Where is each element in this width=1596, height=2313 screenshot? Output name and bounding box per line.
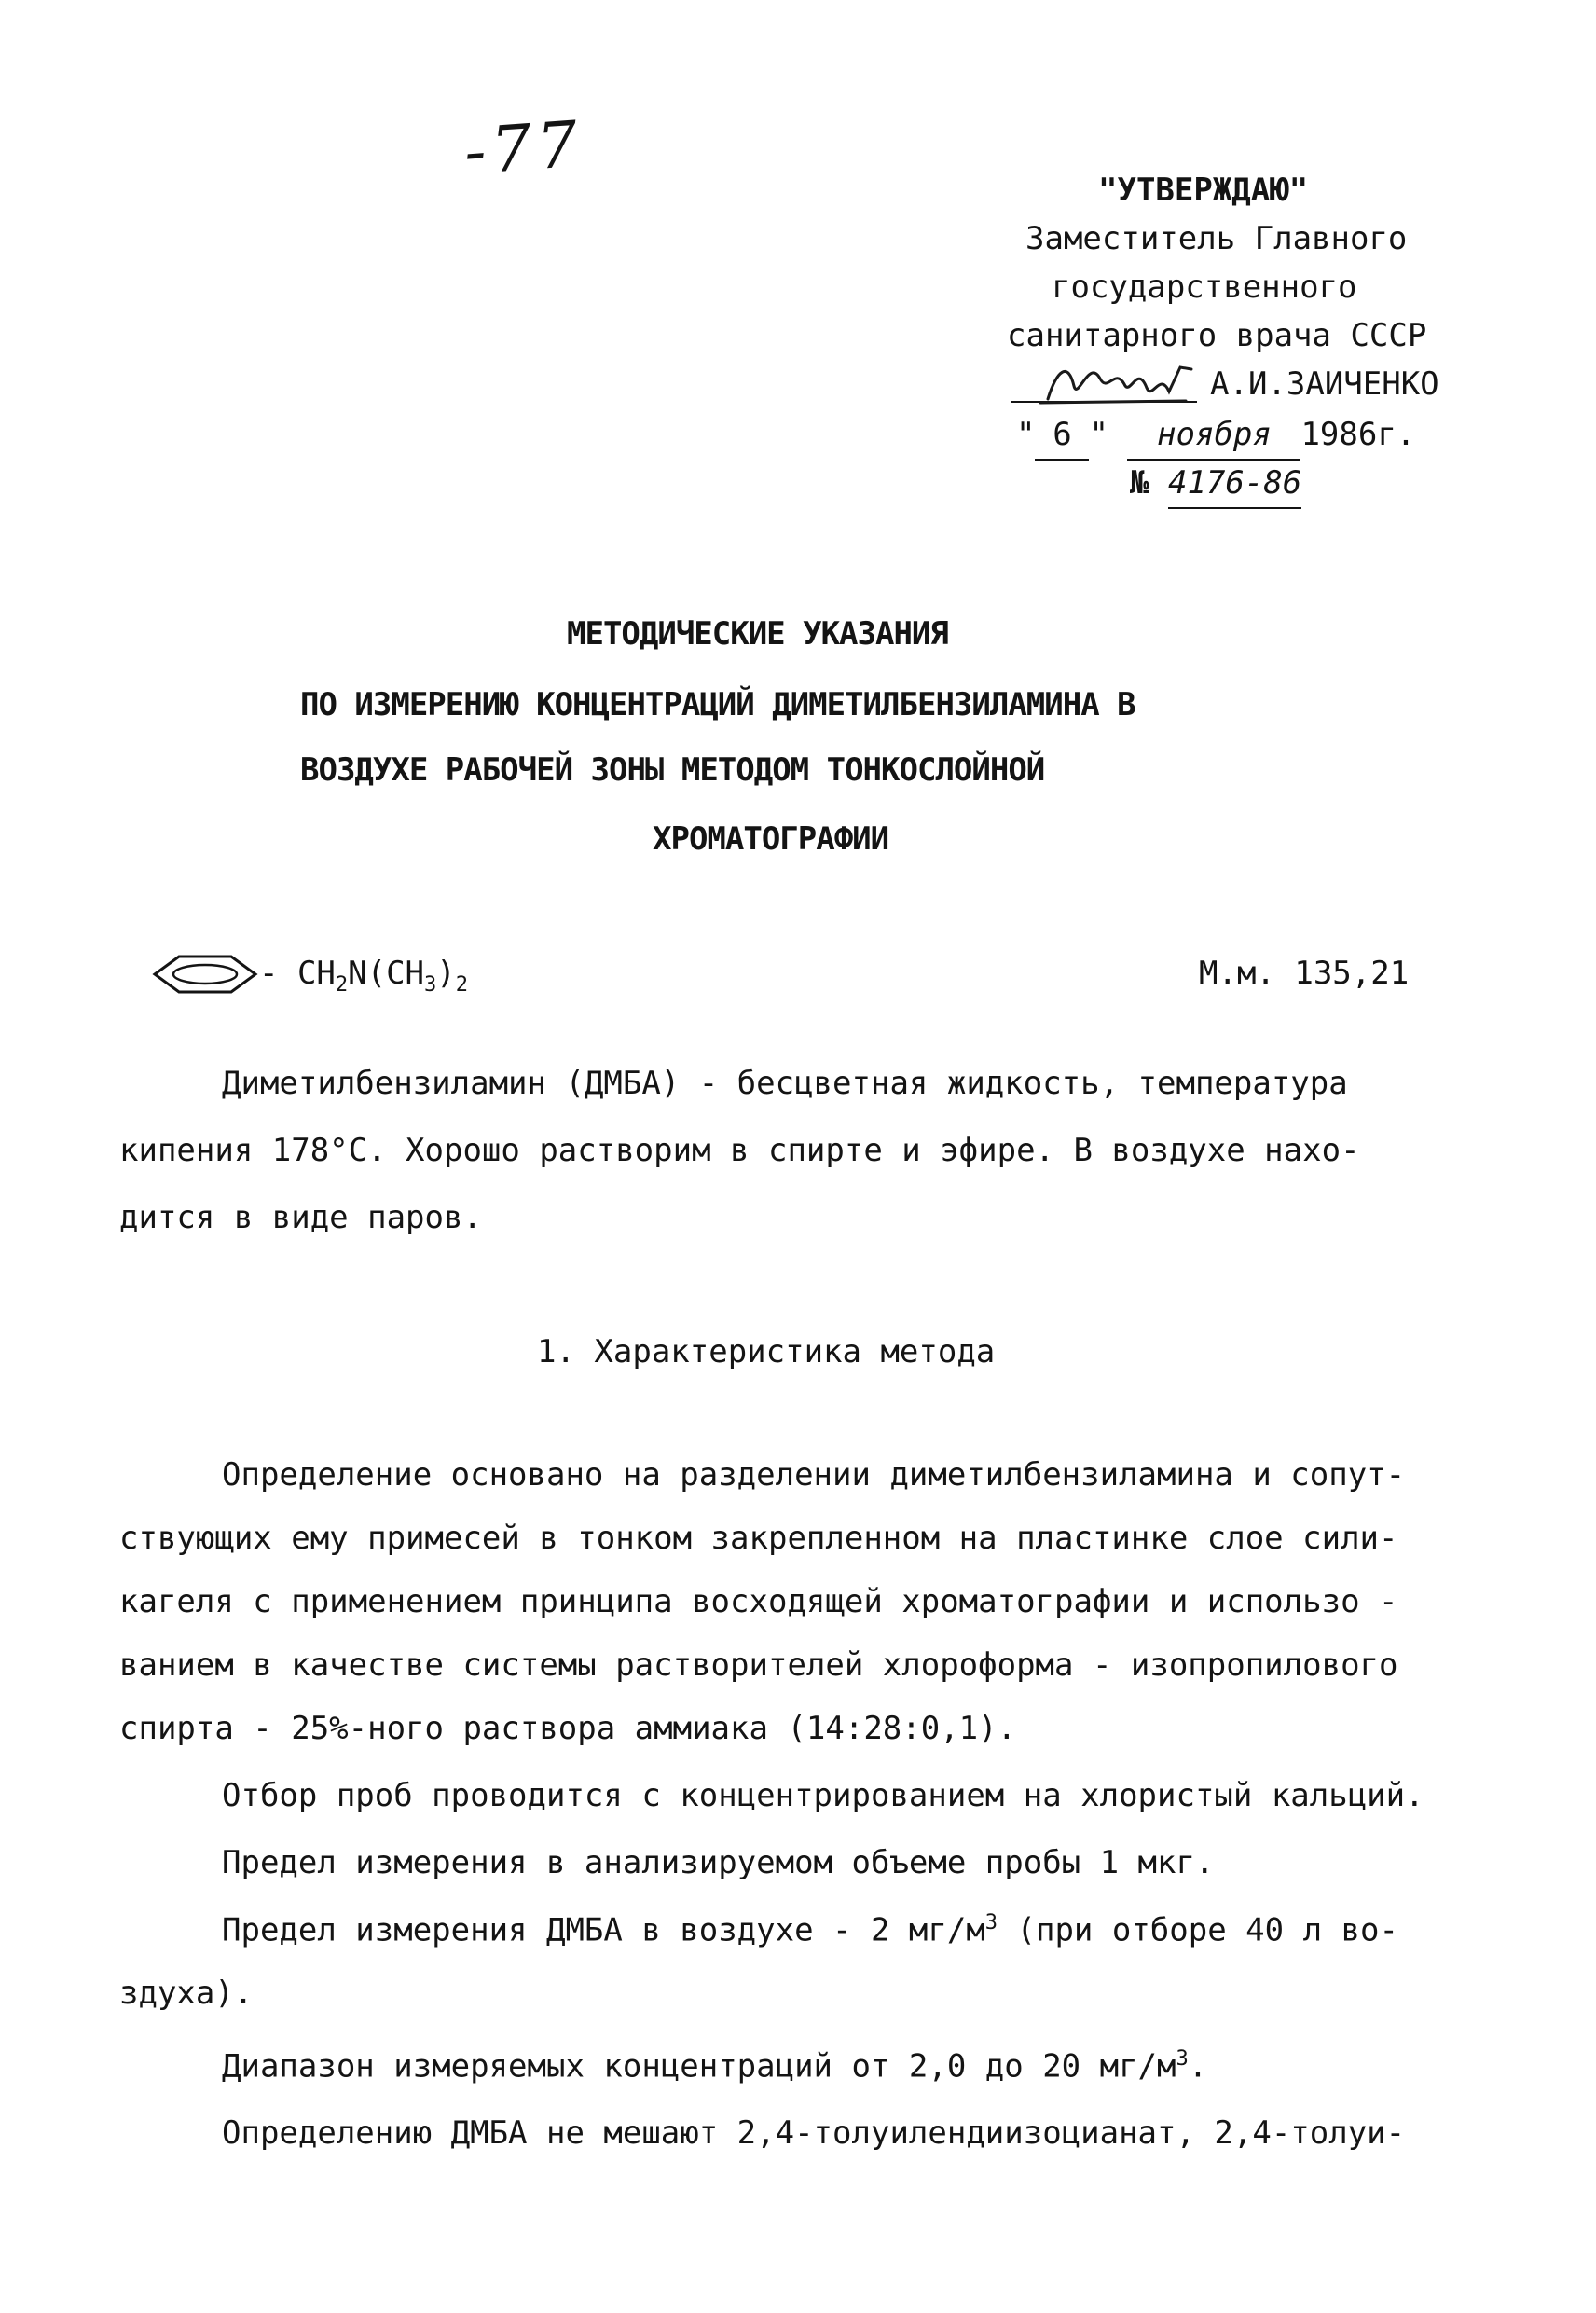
range-text: Диапазон измеряемых концентраций от 2,0 до 20 мг/м: [222, 2047, 1176, 2086]
title-line1: МЕТОДИЧЕСКИЕ УКАЗАНИЯ: [567, 615, 948, 653]
page-number: -77: [461, 107, 586, 190]
date-year: 1986г.: [1300, 416, 1416, 453]
limit-sample-line: Предел измерения в анализируемом объеме пробы 1 мкг.: [222, 1844, 1215, 1881]
limit-air-continuation: здуха).: [119, 1975, 254, 2012]
formula-mid: N(CH: [348, 955, 425, 992]
formula-line: [149, 949, 1454, 1005]
doc-number: 4176-86: [1168, 459, 1301, 509]
structural-formula: [259, 955, 468, 997]
sampling-line: Отбор проб проводится с концентрированием на хлористый кальций.: [222, 1777, 1424, 1814]
approval-position-line1: Заместитель Главного: [1025, 220, 1408, 257]
formula-close: ): [436, 955, 456, 992]
limit-air-text-end: (при отборе 40 л во-: [998, 1911, 1398, 1949]
date-quote-open: ": [1016, 416, 1036, 453]
date-day: 6: [1035, 410, 1089, 461]
approval-doc-number: [1130, 459, 1301, 509]
range-line: [222, 2047, 1207, 2085]
date-month: ноября: [1127, 410, 1300, 461]
method-line: ванием в качестве системы растворителей хлороформа - изопропилового: [119, 1646, 1398, 1684]
method-line: Определение основано на разделении диметилбензиламина и сопут-: [222, 1456, 1406, 1494]
method-line: кагеля с применением принципа восходящей хроматографии и использо -: [119, 1583, 1398, 1620]
formula-sub2: 3: [424, 972, 437, 997]
date-quote-close: ": [1089, 416, 1108, 453]
handwritten-signature: [1011, 351, 1197, 406]
approval-position-line3: санитарного врача СССР: [1007, 317, 1427, 354]
signature-line: [1011, 360, 1449, 406]
molar-mass: М.м. 135,21: [1199, 955, 1410, 992]
intro-line: Диметилбензиламин (ДМБА) - бесцветная жидкость, температура: [222, 1065, 1348, 1102]
range-sup: 3: [1176, 2047, 1189, 2071]
limit-air-sup: 3: [984, 1911, 998, 1934]
method-line: ствующих ему примесей в тонком закрепленном на пластинке слое сили-: [119, 1520, 1398, 1557]
approval-stamp: "УТВЕРЖДАЮ": [1098, 172, 1309, 209]
range-text-end: .: [1188, 2047, 1208, 2086]
limit-air-text: Предел измерения ДМБА в воздухе - 2 мг/м: [222, 1911, 985, 1949]
formula-prefix: - CH: [259, 955, 336, 992]
intro-line: дится в виде паров.: [119, 1199, 482, 1236]
title-line2: ПО ИЗМЕРЕНИЮ КОНЦЕНТРАЦИЙ ДИМЕТИЛБЕНЗИЛАМИНА В: [300, 686, 1135, 723]
doc-number-sign: №: [1130, 464, 1149, 502]
approval-position-line2: государственного: [1052, 268, 1357, 306]
interference-line: Определению ДМБА не мешают 2,4-толуилендиизоцианат, 2,4-толуи-: [222, 2114, 1406, 2152]
method-line: спирта - 25%-ного раствора аммиака (14:28:0,1).: [119, 1710, 1017, 1747]
title-line3: ВОЗДУХЕ РАБОЧЕЙ ЗОНЫ МЕТОДОМ ТОНКОСЛОЙНОЙ: [300, 751, 1045, 789]
intro-line: кипения 178°С. Хорошо растворим в спирте и эфире. В воздухе нахо-: [119, 1132, 1360, 1169]
formula-sub1: 2: [335, 972, 349, 997]
formula-sub3: 2: [455, 972, 469, 997]
approval-date: [1016, 410, 1415, 461]
benzene-ring-icon: [149, 953, 261, 996]
title-line4: ХРОМАТОГРАФИИ: [653, 820, 889, 858]
limit-air-line: [222, 1911, 1398, 1948]
signer-name: А.И.ЗАИЧЕНКО: [1210, 365, 1439, 403]
section-heading: 1. Характеристика метода: [537, 1333, 996, 1370]
